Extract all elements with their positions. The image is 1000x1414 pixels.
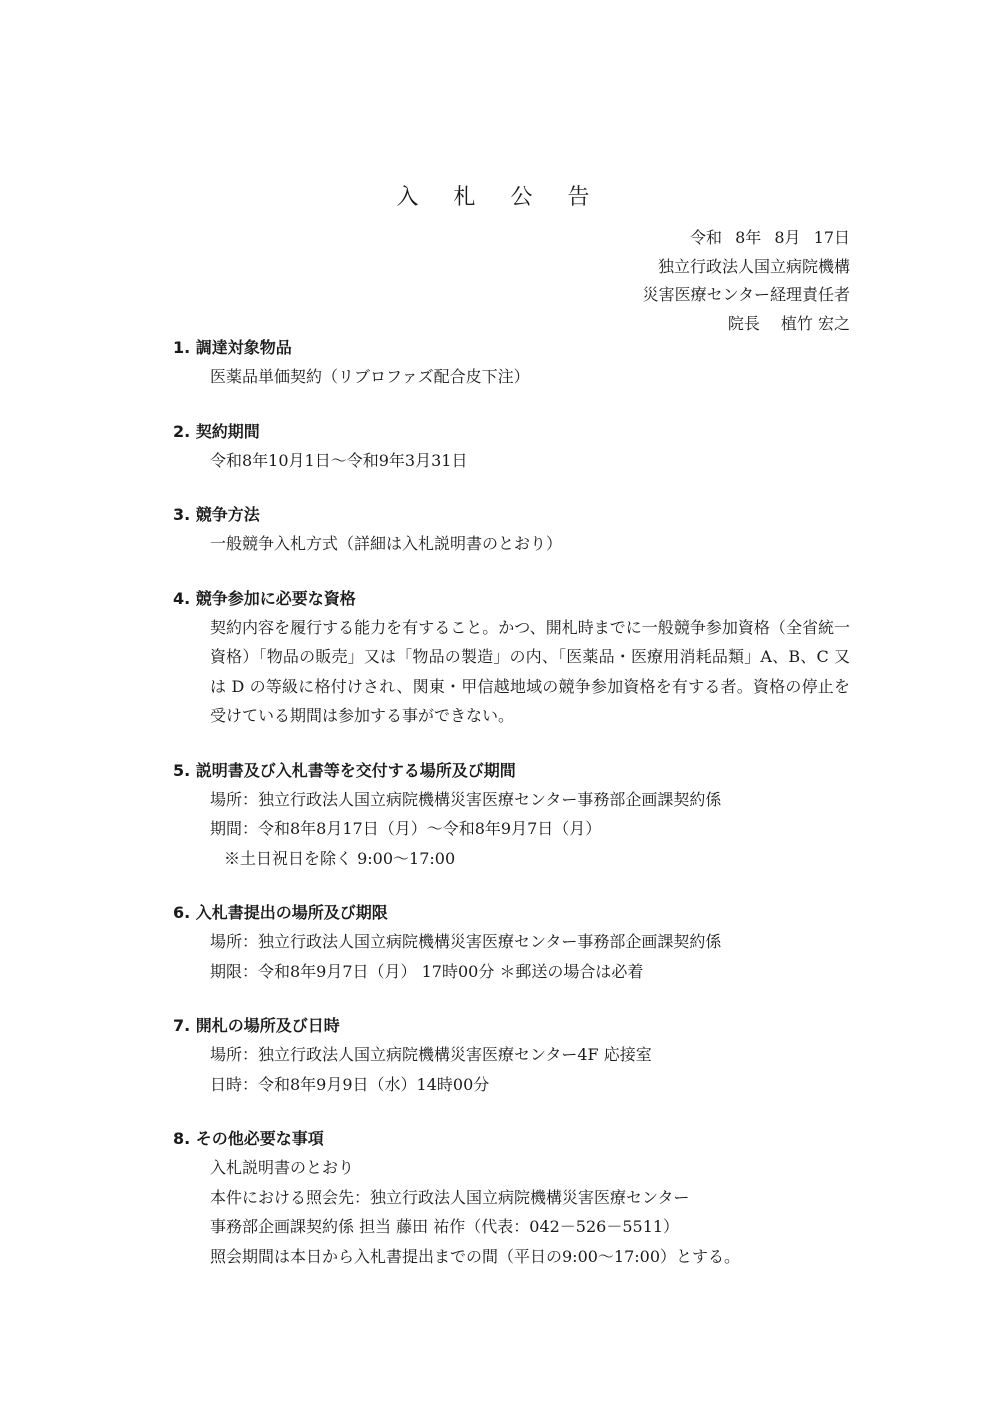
section-procurement-item bbox=[173, 334, 873, 392]
section-line: 場所：独立行政法人国立病院機構災害医療センター事務部企画課契約係 bbox=[210, 789, 722, 809]
section-line: 入札説明書のとおり bbox=[210, 1158, 355, 1177]
section-contract-period bbox=[173, 418, 873, 476]
document-title: 入 札 公 告 bbox=[396, 185, 604, 210]
issue-date: 令和 8年 8月 17日 bbox=[690, 228, 850, 247]
section-line: 医薬品単価契約（リブロファズ配合皮下注） bbox=[210, 367, 530, 386]
section-heading: 1. 調達対象物品 bbox=[173, 338, 292, 357]
section-bid-submission bbox=[173, 899, 873, 986]
section-line: 場所：独立行政法人国立病院機構災害医療センター事務部企画課契約係 bbox=[210, 932, 722, 951]
sections bbox=[173, 334, 873, 1297]
section-note: ※土日祝日を除く 9:00～17:00 bbox=[224, 848, 456, 868]
section-heading: 3. 競争方法 bbox=[173, 505, 260, 524]
section-heading: 6. 入札書提出の場所及び期限 bbox=[173, 903, 388, 922]
section-qualifications bbox=[173, 585, 873, 731]
issuer-block bbox=[643, 224, 850, 338]
section-line: 令和8年10月1日～令和9年3月31日 bbox=[210, 450, 468, 470]
section-heading: 7. 開札の場所及び日時 bbox=[173, 1016, 340, 1035]
section-heading: 8. その他必要な事項 bbox=[173, 1129, 324, 1148]
section-heading: 4. 競争参加に必要な資格 bbox=[173, 588, 356, 608]
section-other-matters bbox=[173, 1125, 873, 1271]
section-paragraph: 契約内容を履行する能力を有すること。かつ、開札時までに一般競争参加資格（全省統一資格）「物品の販売」又は「物品の製造」の内、「医薬品・医療用消耗品類」A、B、C 又は D の等級に格付けされ、関東・甲信越地域の競争参加資格を有する者。資格の停止を受けている期間は参加する事ができない。 bbox=[210, 617, 850, 725]
section-line: 一般競争入札方式（詳細は入札説明書のとおり） bbox=[210, 534, 563, 553]
section-line: 期間：令和8年8月17日（月）～令和8年9月7日（月） bbox=[210, 819, 602, 838]
issuer-organization: 独立行政法人国立病院機構 bbox=[657, 256, 850, 276]
section-line: 本件における照会先：独立行政法人国立病院機構災害医療センター bbox=[210, 1187, 690, 1207]
section-bid-opening bbox=[173, 1012, 873, 1099]
section-heading: 5. 説明書及び入札書等を交付する場所及び期間 bbox=[173, 760, 516, 780]
issuer-office: 災害医療センター経理責任者 bbox=[642, 285, 850, 304]
section-line: 日時：令和8年9月9日（水）14時00分 bbox=[210, 1074, 490, 1094]
section-document-distribution bbox=[173, 757, 873, 874]
section-line: 期限：令和8年9月7日（月） 17時00分 ＊郵送の場合は必着 bbox=[210, 961, 644, 981]
section-heading: 2. 契約期間 bbox=[173, 421, 260, 441]
section-line: 照会期間は本日から入札書提出までの間（平日の9:00～17:00）とする。 bbox=[210, 1246, 741, 1266]
section-line: 事務部企画課契約係 担当 藤田 祐作（代表：042－526－5511） bbox=[210, 1217, 680, 1236]
section-line: 場所：独立行政法人国立病院機構災害医療センター4F 応接室 bbox=[210, 1045, 652, 1064]
section-competition-method bbox=[173, 501, 873, 559]
issuer-person: 院長 植竹 宏之 bbox=[727, 313, 850, 333]
